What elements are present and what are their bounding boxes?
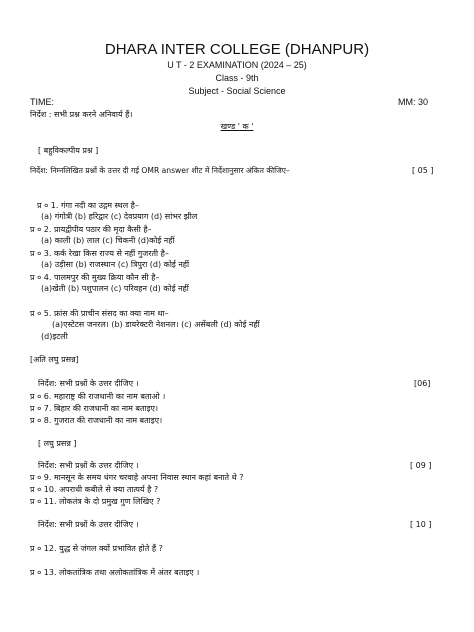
question-2: प्र ० 2. प्रायद्वीपीय पठार की मृदा कैसी है– xyxy=(30,225,152,234)
question-4-options: (a)खेती (b) पशुपालन (c) परिवहन (d) कोई नहीं xyxy=(41,284,189,293)
question-10: प्र ० 10. अपराधी कबीले से क्या तात्पर्य है ? xyxy=(30,485,159,494)
subject-label: Subject - Social Science xyxy=(188,86,286,96)
question-9: प्र ० 9. मानसून के समय धंगर चरवाहे अपना निवास स्थान कहां बनाते थे ? xyxy=(30,473,244,482)
question-3: प्र ० 3. कर्क रेखा किस राज्य से नहीं गुजरती है– xyxy=(30,249,169,258)
section-a-marks: [ 05 ] xyxy=(412,166,434,175)
exam-name: U T - 2 EXAMINATION (2024 – 25) xyxy=(167,60,307,70)
question-12: प्र ० 12. युद्ध से जंगल क्यों प्रभावित होते हैं ? xyxy=(30,544,163,553)
section-a-heading: खण्ड ' क ' xyxy=(220,122,254,131)
section-a-type: [ बहुविकल्पीय प्रश्न ] xyxy=(38,146,99,155)
time-label: TIME: xyxy=(30,97,54,107)
question-4: प्र ० 4. पालमपुर की मुख्य क्रिया कौन सी है– xyxy=(30,273,160,282)
section-c-marks: [ 09 ] xyxy=(410,461,432,470)
question-2-options: (a) काली (b) लाल (c) चिकनी (d)कोई नहीं xyxy=(41,236,175,245)
question-11: प्र ० 11. लोकतंत्र के दो प्रमुख गुण लिखिए ? xyxy=(30,497,161,506)
question-1-options: (a) गंगोत्री (b) हरिद्वार (c) देवप्रयाग (d) सांभर झील xyxy=(41,212,198,221)
question-1: प्र ० 1. गंगा नदी का उद्गम स्थल है– xyxy=(37,201,139,210)
max-marks: MM: 30 xyxy=(398,97,429,107)
question-7: प्र ० 7. बिहार की राजधानी का नाम बताइए। xyxy=(30,404,159,413)
question-5-options: (a)एस्टेटस जनरल। (b) डायरेक्टरी नेशनल। (c) असेंबली (d) कोई नहीं xyxy=(52,320,260,329)
section-c-instruction: निर्देश: सभी प्रश्नों के उत्तर दीजिए । xyxy=(38,461,139,470)
college-name: DHARA INTER COLLEGE (DHANPUR) xyxy=(104,41,370,58)
class-label: Class - 9th xyxy=(215,73,259,83)
section-a-instruction: निर्देश: निम्नलिखित प्रश्नों के उत्तर दी गई OMR answer शीट में निर्देशानुसार अंकित कीजिए– xyxy=(30,166,290,175)
question-5-options-extra: (d)इटली xyxy=(41,332,68,341)
question-6: प्र ० 6. महाराष्ट्र की राजधानी का नाम बताओ । xyxy=(30,392,166,401)
question-13: प्र ० 13. लोकतांत्रिक तथा अलोकतांत्रिक में अंतर बताइए । xyxy=(30,568,200,577)
question-3-options: (a) उड़ीसा (b) राजस्थान (c) त्रिपुरा (d) कोई नहीं xyxy=(41,260,190,269)
question-8: प्र ० 8. गुजरात की राजधानी का नाम बताइए। xyxy=(30,416,163,425)
section-b-type: [अति लघु प्रसन्न] xyxy=(30,355,79,364)
question-5: प्र ० 5. फ्रांस की प्राचीन संसद का क्या नाम था– xyxy=(30,309,169,318)
general-instruction: निर्देश : सभी प्रश्न करने अनिवार्य हैं। xyxy=(30,110,133,119)
section-d-marks: [ 10 ] xyxy=(410,520,432,529)
section-b-marks: [06] xyxy=(414,379,431,388)
section-c-type: [ लघु प्रसन्न ] xyxy=(38,439,77,448)
section-d-instruction: निर्देश: सभी प्रश्नों के उत्तर दीजिए । xyxy=(38,520,139,529)
section-b-instruction: निर्देश: सभी प्रश्नों के उत्तर दीजिए । xyxy=(38,379,139,388)
